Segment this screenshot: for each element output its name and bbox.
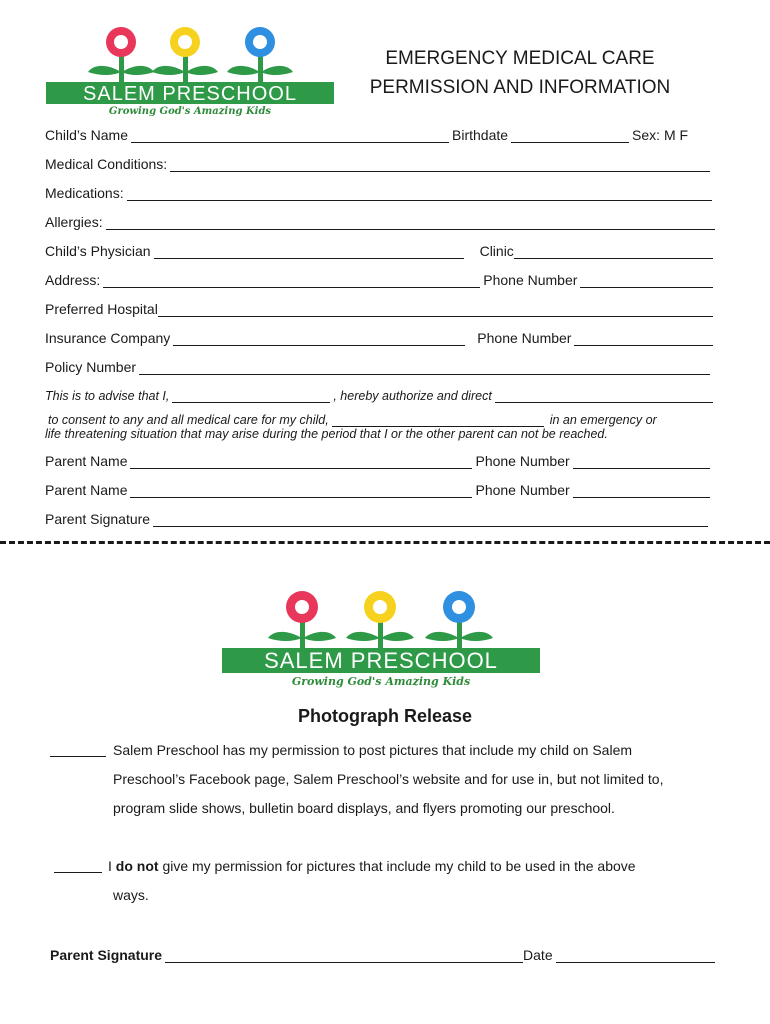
consent-parent-name-field[interactable] <box>172 390 330 403</box>
photo-para2-line1 <box>108 852 636 881</box>
form-title <box>360 44 680 102</box>
logo-tagline-text: Growing God's Amazing Kids <box>108 106 272 117</box>
parent-name-field-1[interactable] <box>130 454 472 469</box>
form-title-line1: EMERGENCY MEDICAL CARE <box>385 48 655 69</box>
insurance-label: Insurance Company <box>45 330 171 346</box>
logo-name-text: SALEM PRESCHOOL <box>83 83 297 105</box>
photo-date-field[interactable] <box>556 948 715 963</box>
allergies-row <box>45 212 715 230</box>
blue-flower-icon <box>245 27 275 57</box>
pink-flower-icon-bottom <box>286 591 318 623</box>
photo-signature-row <box>50 945 715 963</box>
parent-phone-field-2[interactable] <box>573 483 710 498</box>
clinic-label: Clinic <box>479 243 514 259</box>
parent-name-label-1: Parent Name <box>45 453 128 469</box>
medical-conditions-field[interactable] <box>170 157 710 172</box>
parent-name-row-1 <box>45 451 710 469</box>
child-name-field[interactable] <box>131 128 449 143</box>
policy-field[interactable] <box>139 360 710 375</box>
address-field[interactable] <box>103 273 480 288</box>
parent-phone-field-1[interactable] <box>573 454 710 469</box>
insurance-phone-field[interactable] <box>574 331 713 346</box>
parent-phone-label-1: Phone Number <box>475 453 570 469</box>
salem-preschool-logo-bottom <box>220 590 542 688</box>
yellow-flower-icon-bottom <box>364 591 396 623</box>
yellow-flower-icon <box>170 27 200 57</box>
photo-permission-paragraph <box>113 736 663 823</box>
medications-field[interactable] <box>127 186 712 201</box>
consent-part3: to consent to any and all medical care for my child, <box>48 413 329 427</box>
sex-label[interactable]: Sex: M F <box>632 127 689 143</box>
consent-line3: life threatening situation that may arise during the period that I or the other parent can not be reached. <box>45 427 608 441</box>
parent-signature-field[interactable] <box>153 512 708 527</box>
allergies-label: Allergies: <box>45 214 103 230</box>
consent-child-field[interactable] <box>332 414 544 427</box>
clinic-field[interactable] <box>514 244 713 259</box>
physician-field[interactable] <box>154 244 464 259</box>
photo-para2-prefix: I <box>108 858 112 874</box>
consent-line2 <box>48 409 708 427</box>
consent-part2: , hereby authorize and direct <box>333 389 492 403</box>
consent-part1: This is to advise that I, <box>45 389 170 403</box>
form-title-line2: PERMISSION AND INFORMATION <box>369 77 671 98</box>
photo-para1-line2: Preschool’s Facebook page, Salem Preschool’s website and for use in, but not limited to, <box>113 771 664 787</box>
photo-signature-field[interactable] <box>165 948 523 963</box>
insurance-field[interactable] <box>173 331 465 346</box>
insurance-row <box>45 328 713 346</box>
photo-para2-rest: give my permission for pictures that include my child to be used in the above <box>162 858 636 874</box>
allergies-field[interactable] <box>106 215 715 230</box>
policy-label: Policy Number <box>45 359 137 375</box>
logo-tagline-text-bottom: Growing God's Amazing Kids <box>291 675 471 688</box>
address-phone-label: Phone Number <box>483 272 578 288</box>
parent-name-row-2 <box>45 480 710 498</box>
medications-row <box>45 183 712 201</box>
address-phone-field[interactable] <box>580 273 713 288</box>
parent-signature-row <box>45 509 708 527</box>
physician-label: Child’s Physician <box>45 243 151 259</box>
photo-denial-paragraph <box>108 852 636 910</box>
policy-row <box>45 357 710 375</box>
photo-release-heading: Photograph Release <box>297 706 473 726</box>
physician-row <box>45 241 713 259</box>
photo-para2-line2: ways. <box>113 887 149 903</box>
child-info-row <box>45 125 715 143</box>
insurance-phone-label: Phone Number <box>477 330 572 346</box>
birthdate-field[interactable] <box>511 128 629 143</box>
photo-denial-initial-field[interactable] <box>54 858 102 873</box>
logo-flowers-bottom <box>268 591 493 652</box>
salem-preschool-logo-top <box>44 26 336 118</box>
photo-para2-bold: do not <box>115 858 159 874</box>
parent-phone-label-2: Phone Number <box>475 482 570 498</box>
consent-authorized-field[interactable] <box>495 390 713 403</box>
pink-flower-icon <box>106 27 136 57</box>
medical-conditions-row <box>45 154 710 172</box>
parent-name-field-2[interactable] <box>130 483 472 498</box>
medical-conditions-label: Medical Conditions: <box>45 156 168 172</box>
logo-name-text-bottom: SALEM PRESCHOOL <box>264 648 498 673</box>
photo-date-label: Date <box>523 947 553 963</box>
hospital-field[interactable] <box>158 302 713 317</box>
photo-signature-label: Parent Signature <box>50 947 163 963</box>
address-label: Address: <box>45 272 101 288</box>
parent-signature-label: Parent Signature <box>45 511 151 527</box>
medications-label: Medications: <box>45 185 124 201</box>
photo-para1-line3: program slide shows, bulletin board displays, and flyers promoting our preschool. <box>113 800 615 816</box>
cut-line-divider <box>0 541 770 544</box>
blue-flower-icon-bottom <box>443 591 475 623</box>
hospital-row <box>45 299 713 317</box>
photo-permission-initial-field[interactable] <box>50 742 106 757</box>
consent-line1 <box>45 385 713 403</box>
birthdate-label: Birthdate <box>452 127 509 143</box>
logo-flowers <box>88 27 293 86</box>
address-row <box>45 270 713 288</box>
consent-part4: in an emergency or <box>549 413 657 427</box>
child-name-label: Child’s Name <box>45 127 128 143</box>
hospital-label: Preferred Hospital <box>45 301 158 317</box>
photo-para1-line1: Salem Preschool has my permission to post pictures that include my child on Salem <box>113 742 633 758</box>
parent-name-label-2: Parent Name <box>45 482 128 498</box>
